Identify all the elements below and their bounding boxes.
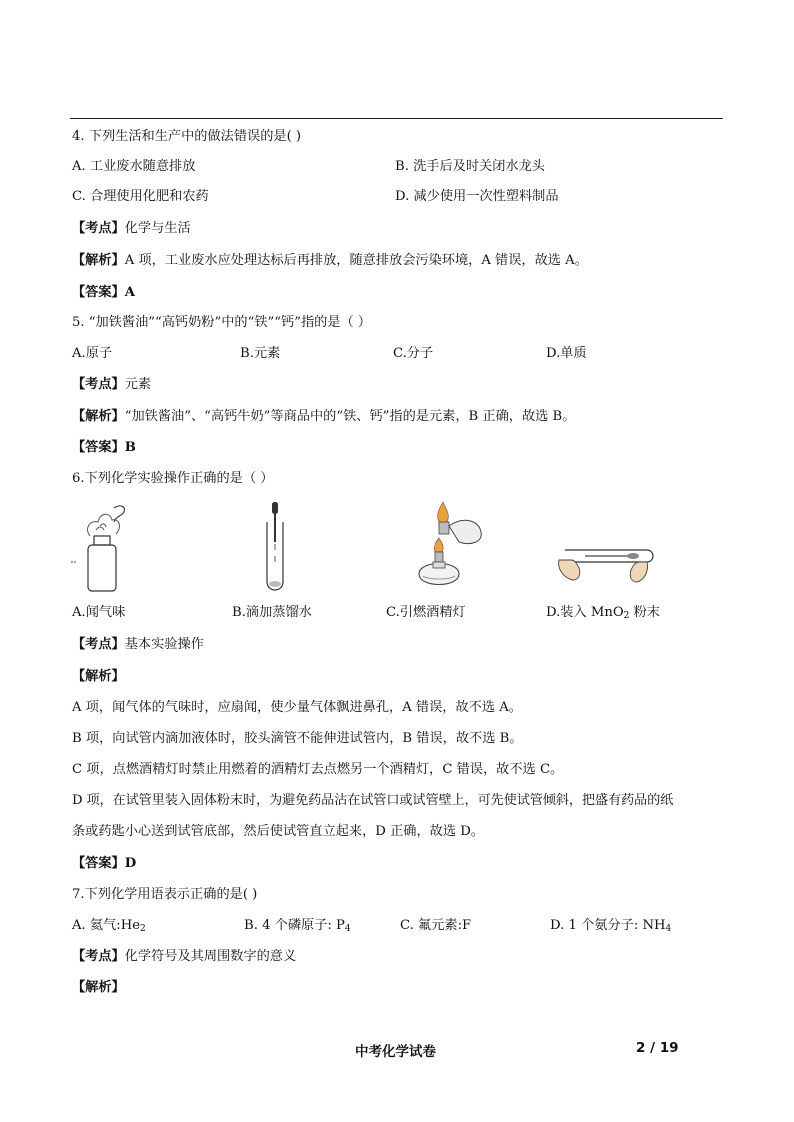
q5-option-b: B.元素 xyxy=(240,346,281,361)
q7-option-c: C. 氟元素:F xyxy=(400,918,472,933)
q6-jiexi-label: 【解析】 xyxy=(72,669,125,684)
q4-answer xyxy=(72,284,135,302)
q5-option-a: A.原子 xyxy=(72,346,113,361)
q5-option-d: D.单质 xyxy=(546,346,587,361)
q7-option-b-sub: 4 xyxy=(344,924,351,934)
q5-stem: 5. “加铁酱油”“高钙奶粉”中的“铁”“钙”指的是（ ） xyxy=(72,315,372,330)
q7-option-d-sub: 4 xyxy=(665,924,672,934)
answer-text: A xyxy=(124,285,135,300)
load-powder-figure xyxy=(555,530,665,590)
kaodian-label: 【考点】 xyxy=(72,637,125,652)
q7-option-a-sub: 2 xyxy=(140,924,146,934)
smell-gas-figure xyxy=(70,500,140,595)
answer-label: 【答案】 xyxy=(72,285,125,300)
q6-stem: 6.下列化学实验操作正确的是（ ） xyxy=(72,471,274,486)
q6-jiexi-line-a: A 项，闻气体的气味时，应扇闻，使少量气体飘进鼻孔，A 错误，故不选 A。 xyxy=(72,700,522,715)
q7-kaodian xyxy=(72,948,296,966)
q7-jiexi-label: 【解析】 xyxy=(72,980,125,995)
alcohol-lamp-figure xyxy=(405,500,495,595)
q4-kaodian xyxy=(72,220,191,238)
q6-answer xyxy=(72,855,136,873)
q6-option-d-pre: D.装入 MnO xyxy=(546,605,624,620)
q4-option-b: B. 洗手后及时关闭水龙头 xyxy=(395,159,545,174)
kaodian-text: 元素 xyxy=(124,377,152,392)
q6-option-c: C.引燃酒精灯 xyxy=(386,605,466,620)
kaodian-label: 【考点】 xyxy=(72,949,125,964)
jiexi-text: “加铁酱油”、“高钙牛奶”等商品中的“铁、钙”指的是元素，B 正确，故选 B。 xyxy=(124,409,576,424)
kaodian-text: 化学与生活 xyxy=(124,221,191,236)
answer-text: D xyxy=(124,856,137,871)
q6-jiexi-line-d2: 条或药匙小心送到试管底部，然后使试管直立起来，D 正确，故选 D。 xyxy=(72,824,484,839)
page-number: 2 / 19 xyxy=(636,1040,679,1056)
q6-option-b: B.滴加蒸馏水 xyxy=(232,605,312,620)
q7-option-a-pre: A. 氦气:He xyxy=(72,918,141,933)
q7-option-b xyxy=(244,917,351,935)
kaodian-text: 化学符号及其周围数字的意义 xyxy=(124,949,297,964)
q7-stem: 7.下列化学用语表示正确的是( ) xyxy=(72,887,258,902)
q4-option-d: D. 减少使用一次性塑料制品 xyxy=(395,189,559,204)
footer-title: 中考化学试卷 xyxy=(355,1044,436,1060)
q6-jiexi-line-c: C 项，点燃酒精灯时禁止用燃着的酒精灯去点燃另一个酒精灯，C 错误，故不选 C。 xyxy=(72,762,564,777)
q4-option-a: A. 工业废水随意排放 xyxy=(72,159,196,174)
jiexi-label: 【解析】 xyxy=(72,253,125,268)
q6-jiexi-line-d1: D 项，在试管里装入固体粉末时，为避免药品沾在试管口或试管壁上，可先使试管倾斜，把盛有药品的纸 xyxy=(72,793,674,808)
q6-option-d-post: 粉末 xyxy=(629,605,660,620)
q7-option-d-pre: D. 1 个氨分子: NH xyxy=(550,918,666,933)
q7-option-d xyxy=(550,917,671,935)
q7-option-a xyxy=(72,917,146,935)
q4-jiexi xyxy=(72,252,588,270)
q7-option-b-pre: B. 4 个磷原子: P xyxy=(244,918,345,933)
answer-label: 【答案】 xyxy=(72,856,125,871)
jiexi-text: A 项，工业废水应处理达标后再排放，随意排放会污染环境，A 错误，故选 A。 xyxy=(124,253,588,268)
q5-option-c: C.分子 xyxy=(393,346,434,361)
q5-jiexi xyxy=(72,408,575,426)
kaodian-text: 基本实验操作 xyxy=(124,637,204,652)
q6-jiexi-line-b: B 项，向试管内滴加液体时，胶头滴管不能伸进试管内，B 错误，故不选 B。 xyxy=(72,731,523,746)
q6-kaodian xyxy=(72,636,204,654)
kaodian-label: 【考点】 xyxy=(72,221,125,236)
q4-option-c: C. 合理使用化肥和农药 xyxy=(72,189,209,204)
q4-stem: 4. 下列生活和生产中的做法错误的是( ) xyxy=(72,129,302,144)
q5-kaodian xyxy=(72,376,151,394)
answer-label: 【答案】 xyxy=(72,440,125,455)
q5-answer xyxy=(72,439,136,457)
kaodian-label: 【考点】 xyxy=(72,377,125,392)
jiexi-label: 【解析】 xyxy=(72,409,125,424)
dropper-figure xyxy=(255,500,295,595)
header-rule xyxy=(70,118,723,119)
q6-option-d xyxy=(546,604,660,622)
q6-option-d-sub: 2 xyxy=(623,611,630,621)
answer-text: B xyxy=(124,440,136,455)
q6-option-a: A.闻气味 xyxy=(72,605,126,620)
